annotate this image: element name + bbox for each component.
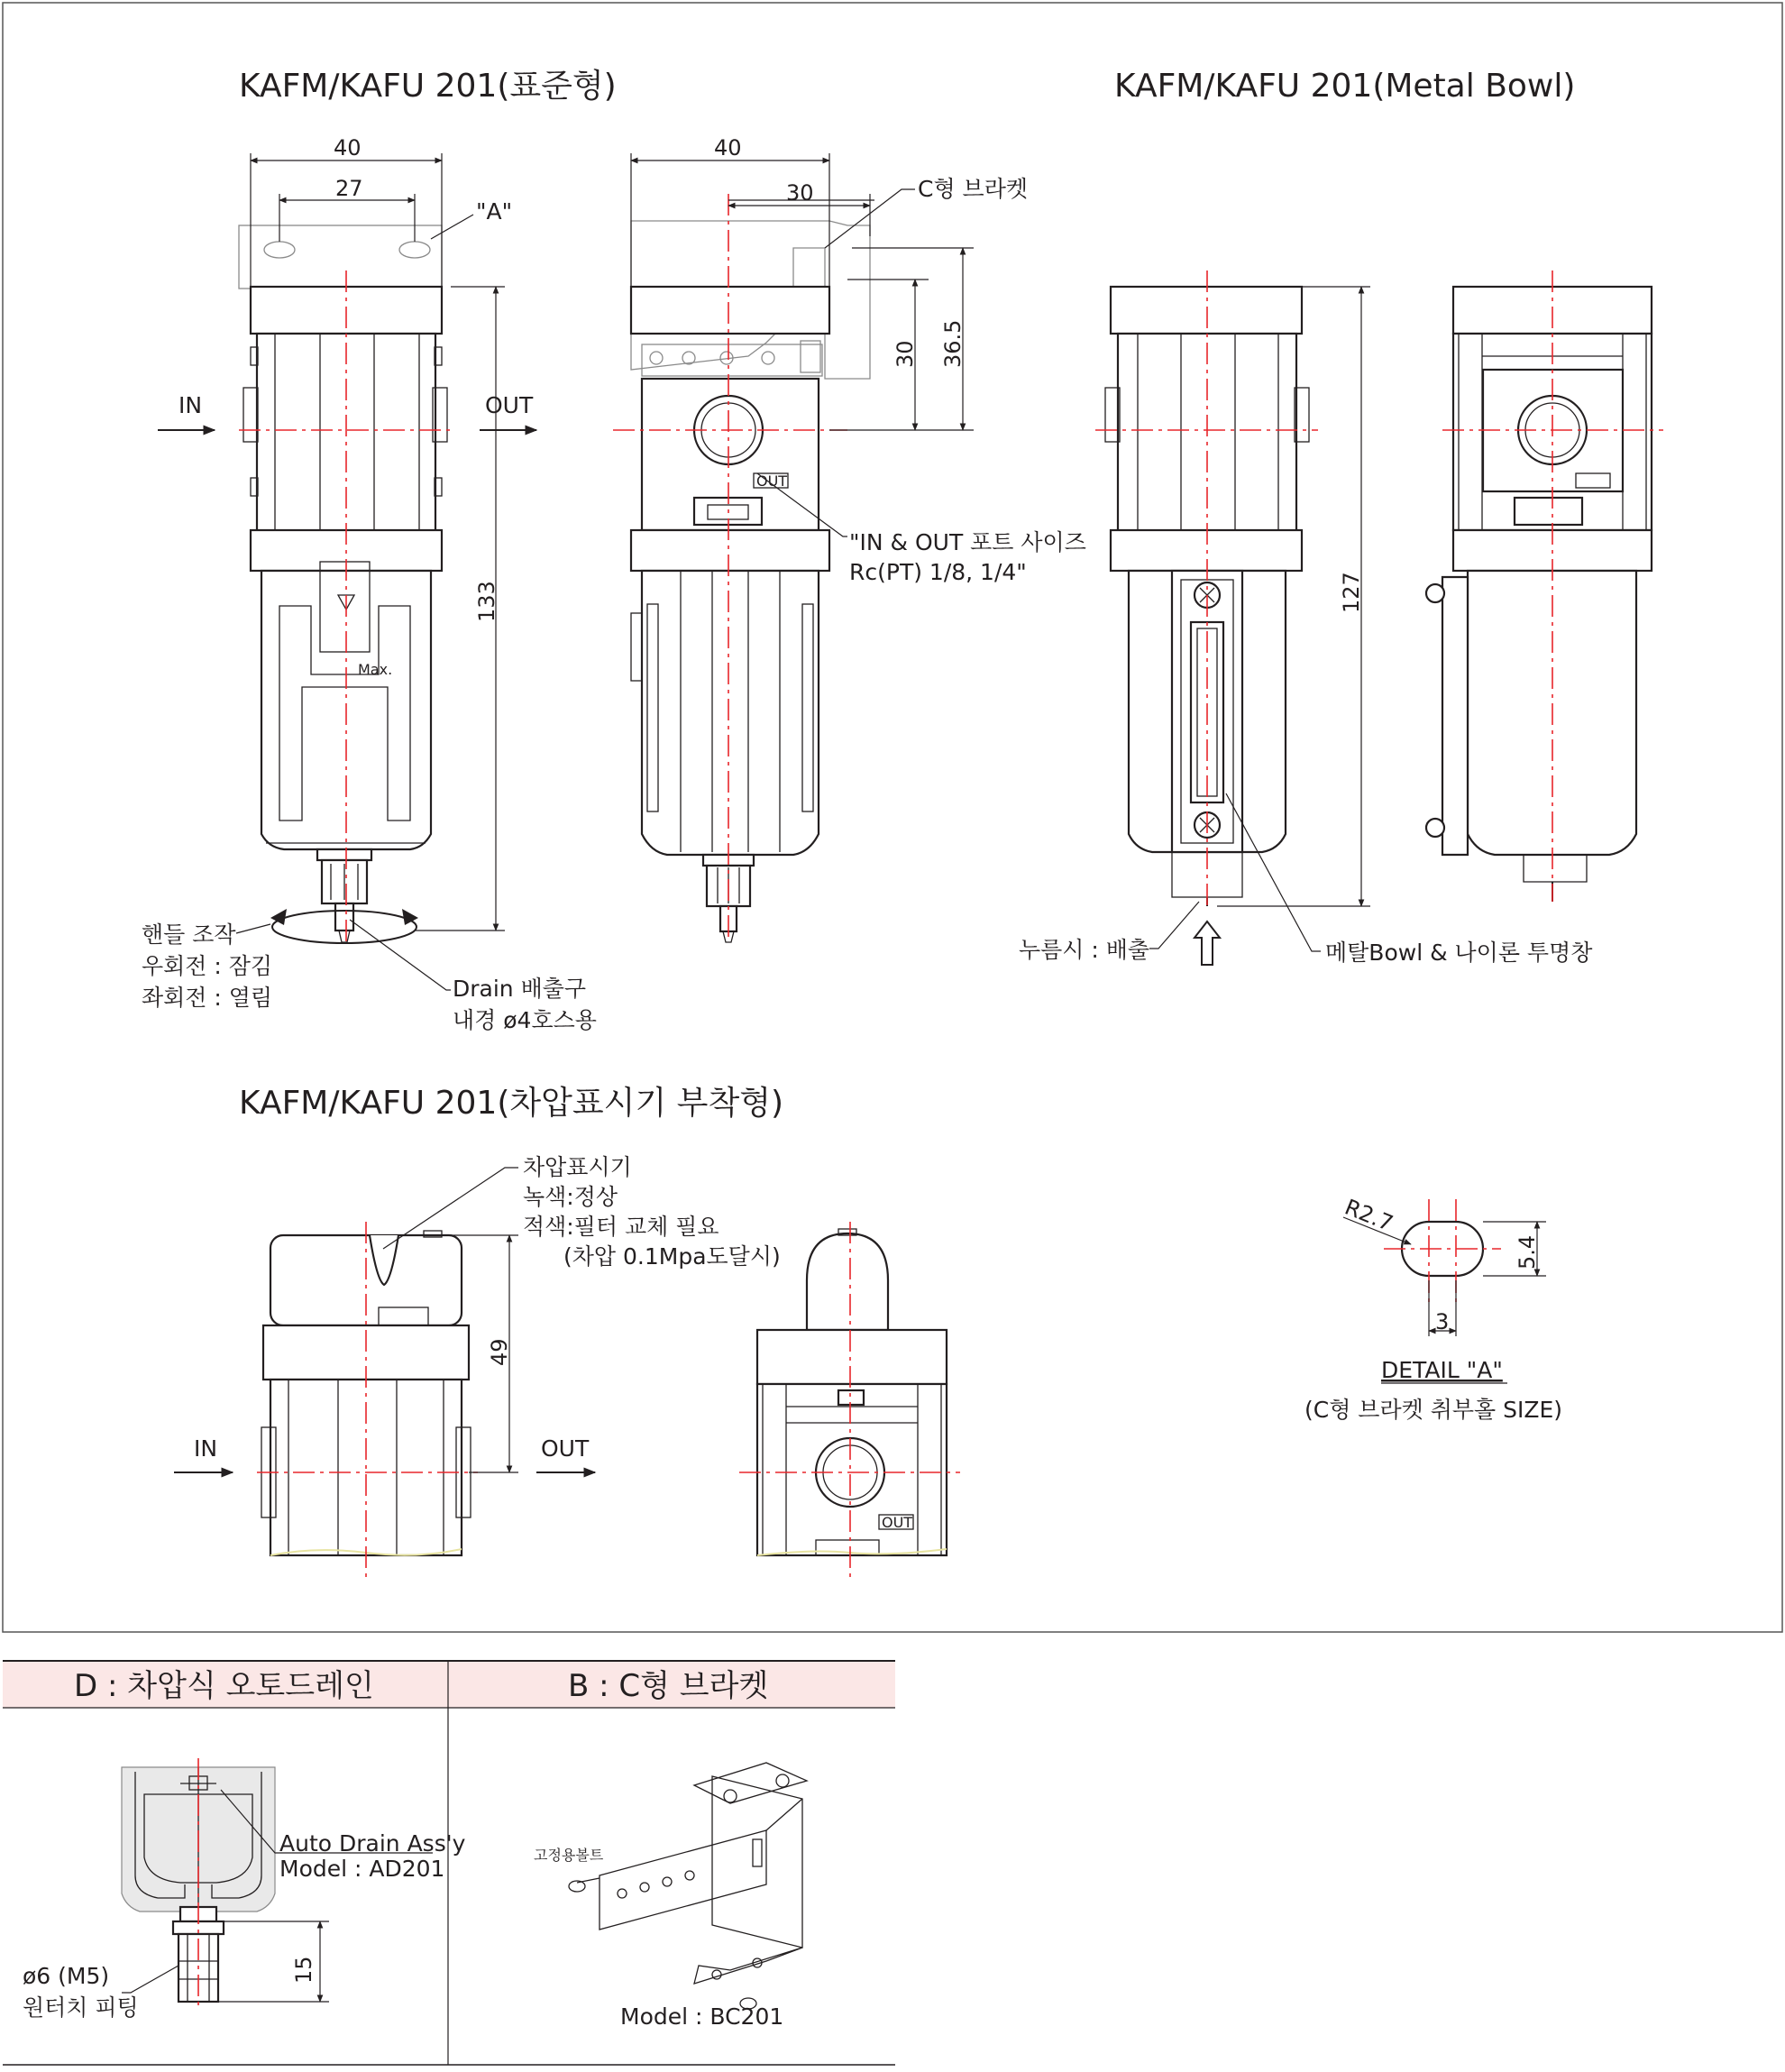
indicator-line4: (차압 0.1Mpa도달시): [563, 1243, 781, 1270]
dim-30-h: 30: [786, 180, 814, 206]
detail-dim-r: R2.7: [1341, 1194, 1397, 1237]
option-b-header: B : C형 브라켓: [568, 1668, 769, 1704]
c-bracket-illustration: [534, 1763, 807, 2030]
max-mark: Max.: [358, 661, 393, 678]
fitting-line1: ø6 (M5): [23, 1963, 110, 1989]
dim-15: 15: [291, 1956, 316, 1984]
callout-metal-bowl-window: 메탈Bowl & 나이론 투명창: [1325, 940, 1593, 966]
out-badge: OUT: [756, 472, 788, 490]
callout-detail-a: "A": [476, 198, 513, 225]
dim-30-v: 30: [892, 340, 918, 368]
fitting-line2: 원터치 피팅: [23, 1994, 139, 2021]
auto-drain-illustration: [23, 1758, 466, 2021]
label-out: OUT: [485, 392, 534, 418]
dim-36-5: 36.5: [940, 319, 966, 368]
label-in-2: IN: [194, 1435, 218, 1462]
indicator-line1: 차압표시기: [523, 1154, 632, 1180]
bolt-label: 고정용볼트: [534, 1847, 604, 1864]
callout-c-bracket: C형 브라켓: [918, 176, 1029, 202]
detail-dim-3: 3: [1435, 1309, 1450, 1334]
out-badge-2: OUT: [882, 1514, 913, 1531]
title-standard: KAFM/KAFU 201(표준형): [239, 68, 617, 105]
indicator-line3: 적색:필터 교체 필요: [523, 1214, 719, 1240]
autodrain-line2: Model : AD201: [279, 1856, 445, 1882]
standard-front-view: [142, 135, 597, 1033]
port-size-line2: Rc(PT) 1/8, 1/4": [849, 559, 1027, 585]
indicator-line2: 녹색:정상: [523, 1184, 618, 1210]
indicator-side-view: [739, 1222, 960, 1578]
metal-bowl-side-view: [1426, 270, 1663, 902]
dim-49: 49: [487, 1338, 512, 1366]
title-indicator: KAFM/KAFU 201(차압표시기 부착형): [239, 1085, 784, 1122]
detail-a-view: [1304, 1195, 1562, 1423]
label-in: IN: [178, 392, 203, 418]
dim-133: 133: [474, 581, 499, 622]
handle-line3: 좌회전 : 열림: [142, 985, 273, 1011]
handle-line1: 핸들 조작: [142, 921, 236, 948]
standard-side-view: [613, 135, 1086, 942]
dim-127: 127: [1339, 572, 1364, 613]
port-size-line1: "IN & OUT 포트 사이즈: [849, 529, 1086, 555]
callout-push-drain: 누름시 : 배출: [1019, 937, 1150, 963]
detail-subtitle: (C형 브라켓 취부홀 SIZE): [1304, 1397, 1563, 1423]
bracket-model: Model : BC201: [620, 2003, 784, 2030]
option-d-header: D : 차압식 오토드레인: [74, 1668, 374, 1704]
title-metal-bowl: KAFM/KAFU 201(Metal Bowl): [1114, 68, 1576, 105]
detail-title: DETAIL "A": [1381, 1357, 1503, 1383]
handle-line2: 우회전 : 잠김: [142, 953, 273, 979]
drain-line1: Drain 배출구: [453, 976, 587, 1002]
dim-40-front: 40: [334, 135, 362, 160]
dim-40-side: 40: [714, 135, 742, 160]
dim-27: 27: [335, 176, 363, 201]
indicator-front-view: [174, 1154, 781, 1578]
label-out-2: OUT: [541, 1435, 590, 1462]
autodrain-line1: Auto Drain Ass'y: [279, 1830, 466, 1857]
detail-dim-5-4: 5.4: [1515, 1234, 1540, 1270]
drain-line2: 내경 ø4호스용: [453, 1007, 597, 1033]
